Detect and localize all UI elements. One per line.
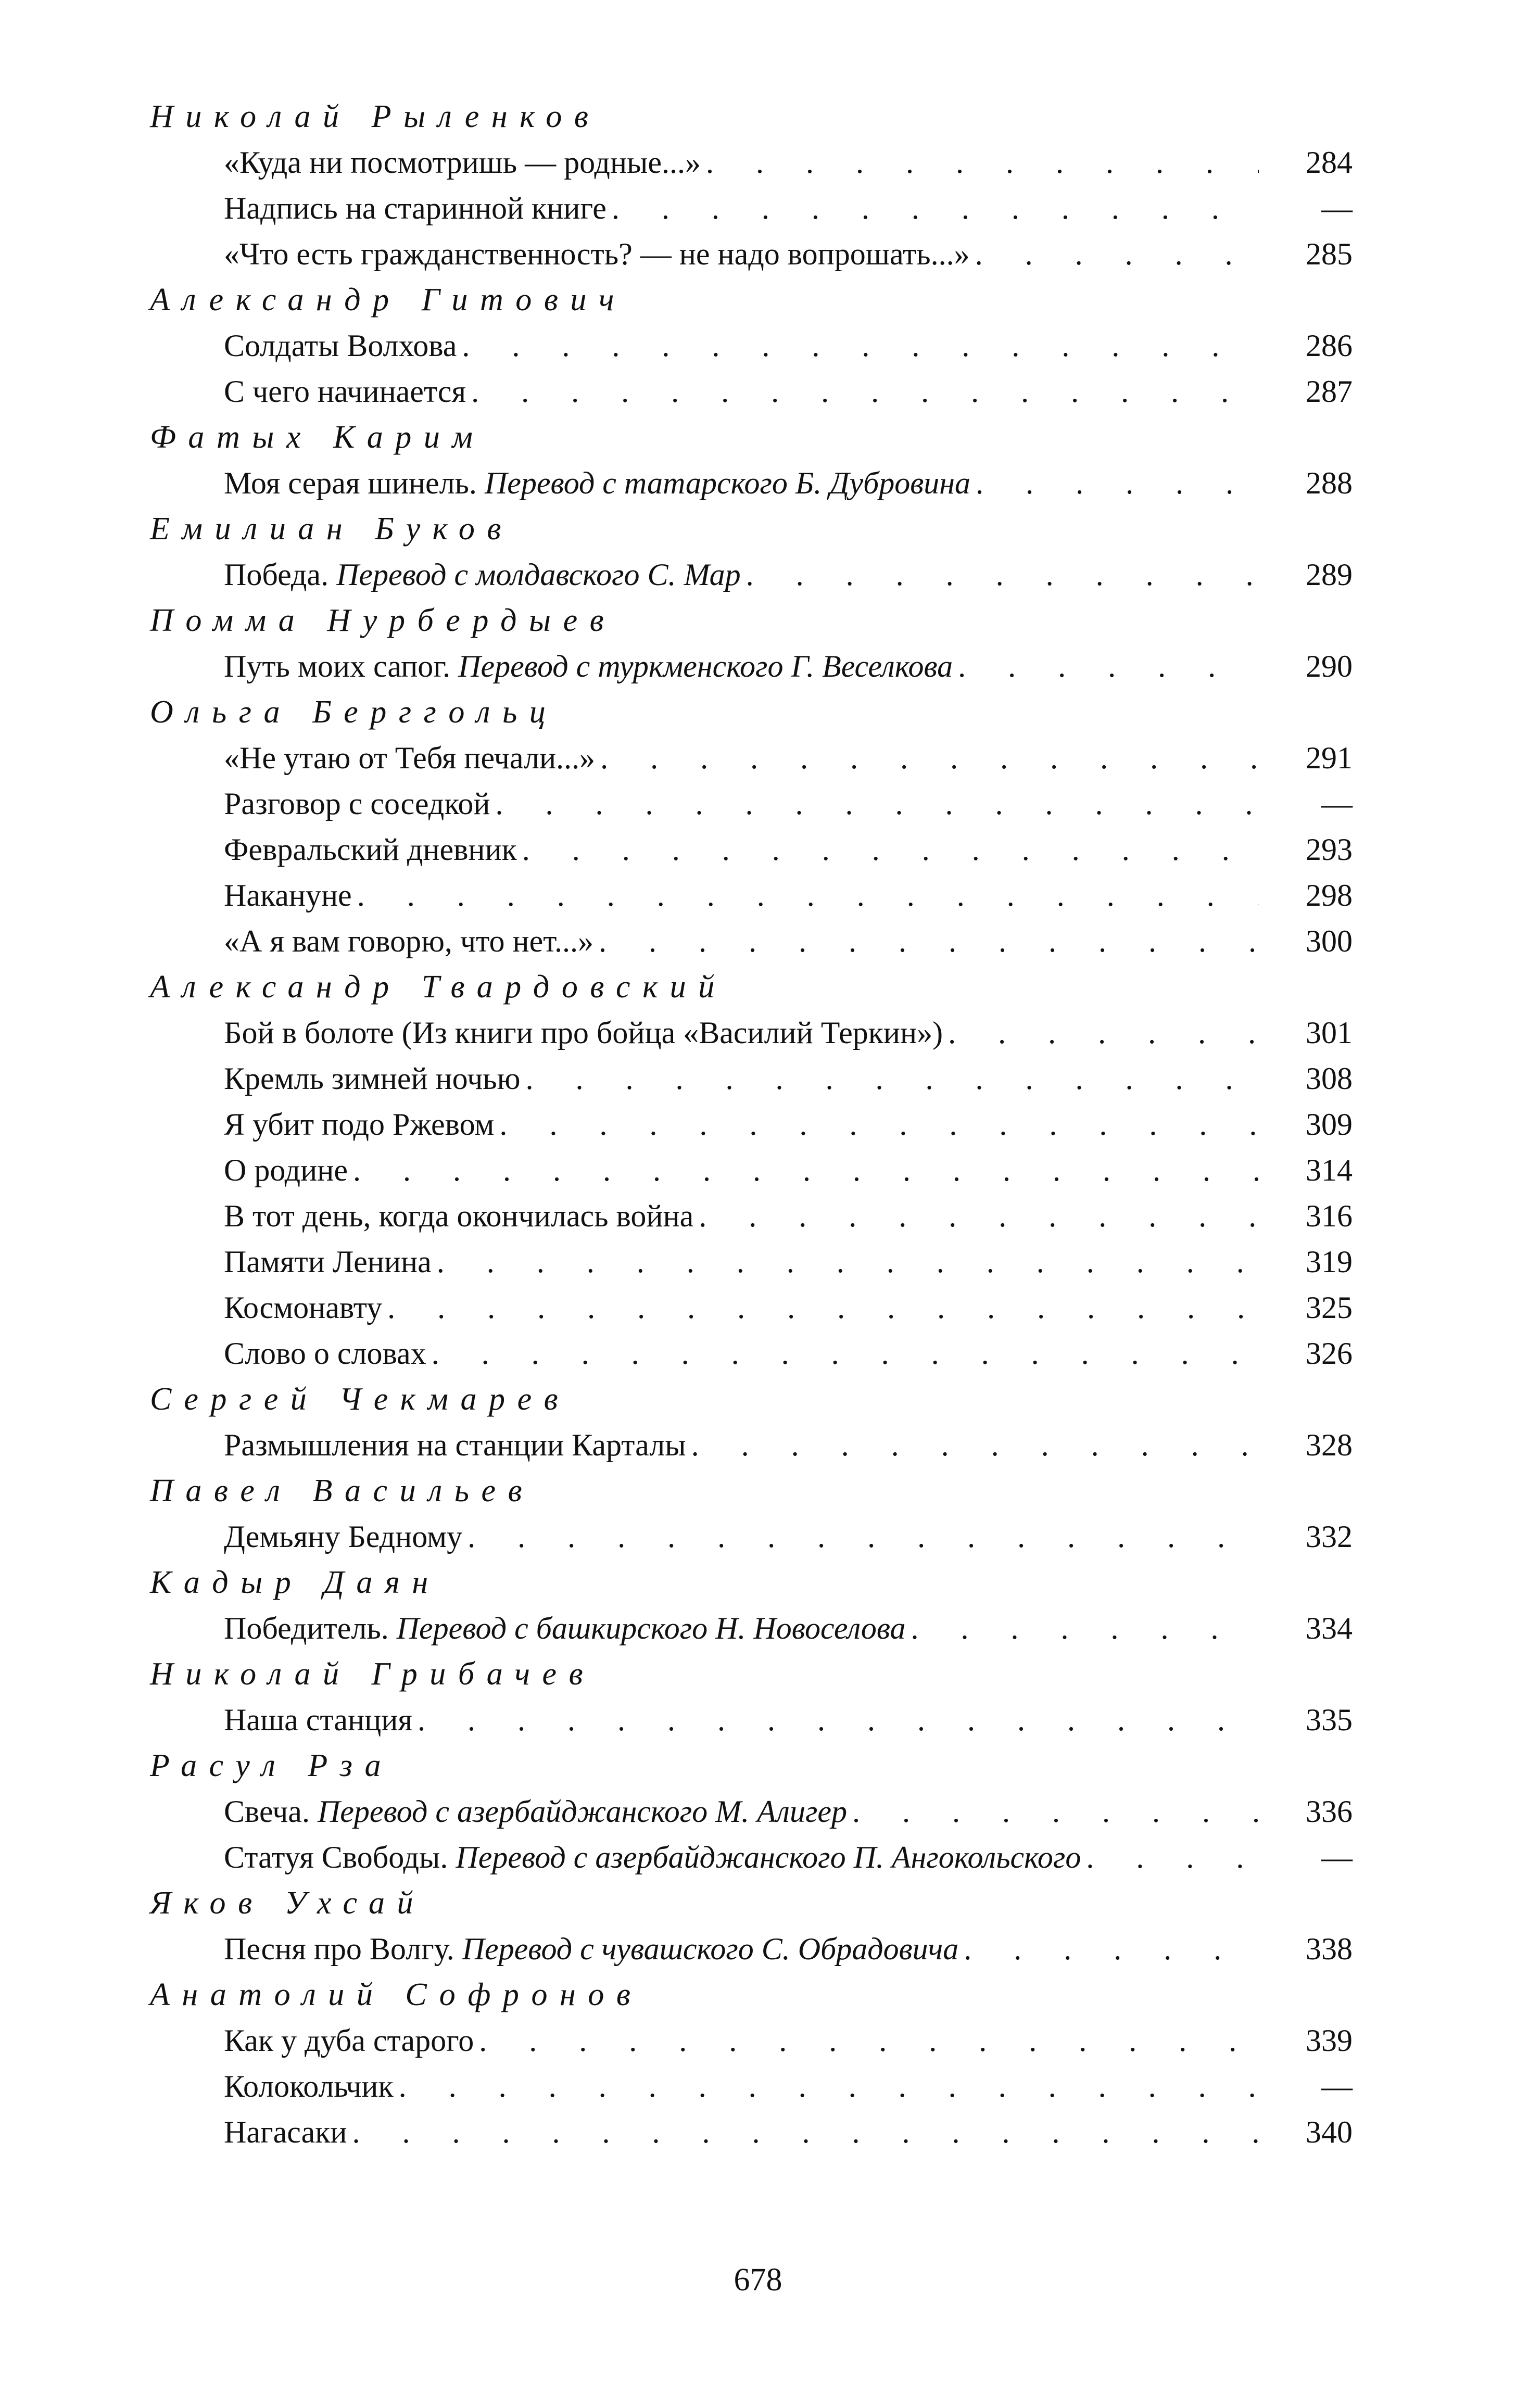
poem-title-text: Наша станция <box>224 1703 412 1737</box>
poem-title <box>224 1330 426 1376</box>
dot-leader <box>357 872 1259 918</box>
poem-title-text: «Куда ни посмотришь — родные...» <box>224 145 701 180</box>
poem-title-text: Бой в болоте (Из книги про бойца «Василий Теркин») <box>224 1016 943 1050</box>
author-heading: Помма Нурбердыев <box>150 603 616 638</box>
author-heading: Расул Рза <box>150 1748 394 1783</box>
poem-title-text: Статуя Свободы. <box>224 1840 448 1874</box>
dot-leader <box>387 1285 1259 1330</box>
author-heading: Анатолий Софронов <box>150 1977 643 2012</box>
dot-leader <box>612 185 1259 231</box>
page-ref: 309 <box>1306 1107 1353 1142</box>
dot-leader <box>499 1101 1259 1147</box>
page-ref: — <box>1321 191 1353 225</box>
toc-entry <box>224 643 1353 689</box>
toc-entry <box>224 1605 1353 1651</box>
poem-title <box>224 552 741 598</box>
poem-title-text: Февральский дневник <box>224 832 517 867</box>
toc-entry <box>224 827 1353 872</box>
poem-title-text: Размышления на станции Карталы <box>224 1428 686 1462</box>
poem-title-text: Колокольчик <box>224 2069 394 2103</box>
dot-leader <box>418 1697 1259 1743</box>
toc-entry <box>224 1147 1353 1193</box>
author-heading: Яков Ухсай <box>150 1885 426 1921</box>
poem-title-text: Победа. <box>224 557 329 592</box>
dot-leader <box>352 2109 1259 2155</box>
toc-entry <box>224 872 1353 918</box>
translation-credit: Перевод с молдавского С. Мар <box>336 557 741 592</box>
poem-title <box>224 2018 474 2063</box>
author-heading: Кадыр Даян <box>150 1565 440 1600</box>
poem-title <box>224 369 466 414</box>
page-ref: 287 <box>1306 374 1353 409</box>
toc-entry <box>224 1926 1353 1972</box>
page-ref: 319 <box>1306 1245 1353 1279</box>
poem-title <box>224 140 701 185</box>
translation-credit: Перевод с чувашского С. Обрадовича <box>462 1932 959 1966</box>
poem-title <box>224 2063 394 2109</box>
poem-title-text: «Что есть гражданственность? — не надо вопрошать...» <box>224 237 970 271</box>
author-heading: Фатых Карим <box>150 420 485 455</box>
poem-title <box>224 781 490 827</box>
page-number: 678 <box>734 2262 782 2298</box>
poem-title <box>224 1789 847 1834</box>
dot-leader <box>353 1147 1259 1193</box>
poem-title-text: Как у дуба старого <box>224 2023 474 2058</box>
dot-leader <box>599 918 1259 964</box>
page-ref: 301 <box>1306 1016 1353 1050</box>
dot-leader <box>1086 1834 1259 1880</box>
poem-title <box>224 185 607 231</box>
poem-title <box>224 735 595 781</box>
page-ref: — <box>1321 2069 1353 2103</box>
page-ref: 308 <box>1306 1061 1353 1096</box>
toc-entry <box>224 2063 1353 2109</box>
page-ref: 285 <box>1306 237 1353 271</box>
translation-credit: Перевод с башкирского Н. Новоселова <box>396 1611 906 1645</box>
page-ref: — <box>1321 787 1353 821</box>
poem-title-text: Победитель. <box>224 1611 389 1645</box>
dot-leader <box>706 140 1259 185</box>
poem-title <box>224 872 352 918</box>
poem-title-text: Солдаты Волхова <box>224 328 457 363</box>
poem-title <box>224 918 593 964</box>
page-ref: 334 <box>1306 1611 1353 1645</box>
toc-entry <box>224 918 1353 964</box>
poem-title <box>224 1422 686 1468</box>
toc-entry <box>224 1514 1353 1560</box>
toc-entry <box>224 140 1353 185</box>
dot-leader <box>399 2063 1259 2109</box>
poem-title-text: Путь моих сапог. <box>224 649 451 683</box>
dot-leader <box>462 323 1259 369</box>
toc-entry <box>224 185 1353 231</box>
poem-title-text: Песня про Волгу. <box>224 1932 454 1966</box>
poem-title <box>224 1605 906 1651</box>
poem-title <box>224 1834 1081 1880</box>
poem-title <box>224 1193 693 1239</box>
page-ref: — <box>1321 1840 1353 1874</box>
dot-leader <box>975 231 1259 277</box>
toc-entry <box>224 1193 1353 1239</box>
page-ref: 332 <box>1306 1519 1353 1554</box>
translation-credit: Перевод с азербайджанского П. Ангокольского <box>456 1840 1081 1874</box>
toc-entry <box>224 1239 1353 1285</box>
poem-title <box>224 1697 412 1743</box>
toc-entry <box>224 1789 1353 1834</box>
page-ref: 325 <box>1306 1290 1353 1325</box>
page-ref: 316 <box>1306 1199 1353 1233</box>
poem-title-text: Космонавту <box>224 1290 383 1325</box>
dot-leader <box>437 1239 1259 1285</box>
poem-title-text: Кремль зимней ночью <box>224 1061 521 1096</box>
poem-title-text: Разговор с соседкой <box>224 787 490 821</box>
poem-title <box>224 1147 348 1193</box>
poem-title <box>224 1010 943 1056</box>
toc-entry <box>224 369 1353 414</box>
page-ref: 314 <box>1306 1153 1353 1187</box>
poem-title-text: Свеча. <box>224 1794 310 1829</box>
poem-title <box>224 1101 494 1147</box>
dot-leader <box>976 460 1259 506</box>
dot-leader <box>852 1789 1259 1834</box>
toc-entry <box>224 460 1353 506</box>
toc-entry <box>224 781 1353 827</box>
poem-title-text: О родине <box>224 1153 348 1187</box>
poem-title-text: Демьяну Бедному <box>224 1519 463 1554</box>
poem-title-text: «А я вам говорю, что нет...» <box>224 924 593 958</box>
poem-title-text: «Не утаю от Тебя печали...» <box>224 741 596 775</box>
poem-title <box>224 1056 520 1101</box>
dot-leader <box>432 1330 1259 1376</box>
author-heading: Ольга Берггольц <box>150 694 558 730</box>
page-ref: 291 <box>1306 741 1353 775</box>
page-ref: 335 <box>1306 1703 1353 1737</box>
toc-entry <box>224 1010 1353 1056</box>
toc-entry <box>224 2109 1353 2155</box>
poem-title <box>224 323 457 369</box>
poem-title-text: Я убит подо Ржевом <box>224 1107 495 1142</box>
page-ref: 289 <box>1306 557 1353 592</box>
toc-entry <box>224 2018 1353 2063</box>
page-ref: 336 <box>1306 1794 1353 1829</box>
dot-leader <box>911 1605 1259 1651</box>
poem-title-text: Нагасаки <box>224 2115 347 2149</box>
author-heading: Николай Грибачев <box>150 1656 596 1692</box>
page-ref: 328 <box>1306 1428 1353 1462</box>
page-ref: 338 <box>1306 1932 1353 1966</box>
dot-leader <box>495 781 1259 827</box>
dot-leader <box>691 1422 1259 1468</box>
poem-title <box>224 231 970 277</box>
dot-leader <box>746 552 1259 598</box>
poem-title-text: Памяти Ленина <box>224 1245 432 1279</box>
table-of-contents <box>150 94 1353 2155</box>
poem-title <box>224 460 970 506</box>
author-heading: Николай Рыленков <box>150 99 601 134</box>
poem-title <box>224 643 953 689</box>
poem-title-text: Слово о словах <box>224 1336 426 1371</box>
dot-leader <box>468 1514 1259 1560</box>
translation-credit: Перевод с татарского Б. Дубровина <box>484 466 971 500</box>
toc-entry <box>224 1056 1353 1101</box>
dot-leader <box>964 1926 1259 1972</box>
poem-title-text: Накануне <box>224 878 352 912</box>
dot-leader <box>958 643 1259 689</box>
author-heading: Павел Васильев <box>150 1473 535 1509</box>
toc-entry <box>224 1834 1353 1880</box>
dot-leader <box>479 2018 1259 2063</box>
dot-leader <box>699 1193 1259 1239</box>
page-ref: 290 <box>1306 649 1353 683</box>
toc-entry <box>224 1285 1353 1330</box>
toc-entry <box>224 231 1353 277</box>
page-ref: 340 <box>1306 2115 1353 2149</box>
poem-title-text: Моя серая шинель. <box>224 466 477 500</box>
poem-title-text: С чего начинается <box>224 374 466 409</box>
toc-entry <box>224 323 1353 369</box>
page-ref: 339 <box>1306 2023 1353 2058</box>
page-ref: 288 <box>1306 466 1353 500</box>
dot-leader <box>948 1010 1259 1056</box>
page-ref: 293 <box>1306 832 1353 867</box>
poem-title <box>224 1285 382 1330</box>
poem-title <box>224 1514 462 1560</box>
page-ref: 300 <box>1306 924 1353 958</box>
translation-credit: Перевод с азербайджанского М. Алигер <box>317 1794 847 1829</box>
author-heading: Сергей Чекмарев <box>150 1382 571 1417</box>
poem-title <box>224 1926 958 1972</box>
toc-entry <box>224 735 1353 781</box>
author-heading: Александр Гитович <box>150 282 627 318</box>
page-ref: 286 <box>1306 328 1353 363</box>
poem-title <box>224 827 517 872</box>
page-ref: 284 <box>1306 145 1353 180</box>
toc-entry <box>224 552 1353 598</box>
toc-entry <box>224 1330 1353 1376</box>
author-heading: Емилиан Буков <box>150 511 513 547</box>
toc-entry <box>224 1101 1353 1147</box>
page-ref: 326 <box>1306 1336 1353 1371</box>
translation-credit: Перевод с туркменского Г. Веселкова <box>458 649 953 683</box>
author-heading: Александр Твардовский <box>150 969 727 1005</box>
dot-leader <box>525 1056 1259 1101</box>
dot-leader <box>600 735 1259 781</box>
dot-leader <box>522 827 1259 872</box>
poem-title <box>224 2109 347 2155</box>
page-ref: 298 <box>1306 878 1353 912</box>
poem-title-text: Надпись на старинной книге <box>224 191 607 225</box>
toc-entry <box>224 1422 1353 1468</box>
dot-leader <box>471 369 1259 414</box>
poem-title-text: В тот день, когда окончилась война <box>224 1199 694 1233</box>
toc-entry <box>224 1697 1353 1743</box>
poem-title <box>224 1239 432 1285</box>
